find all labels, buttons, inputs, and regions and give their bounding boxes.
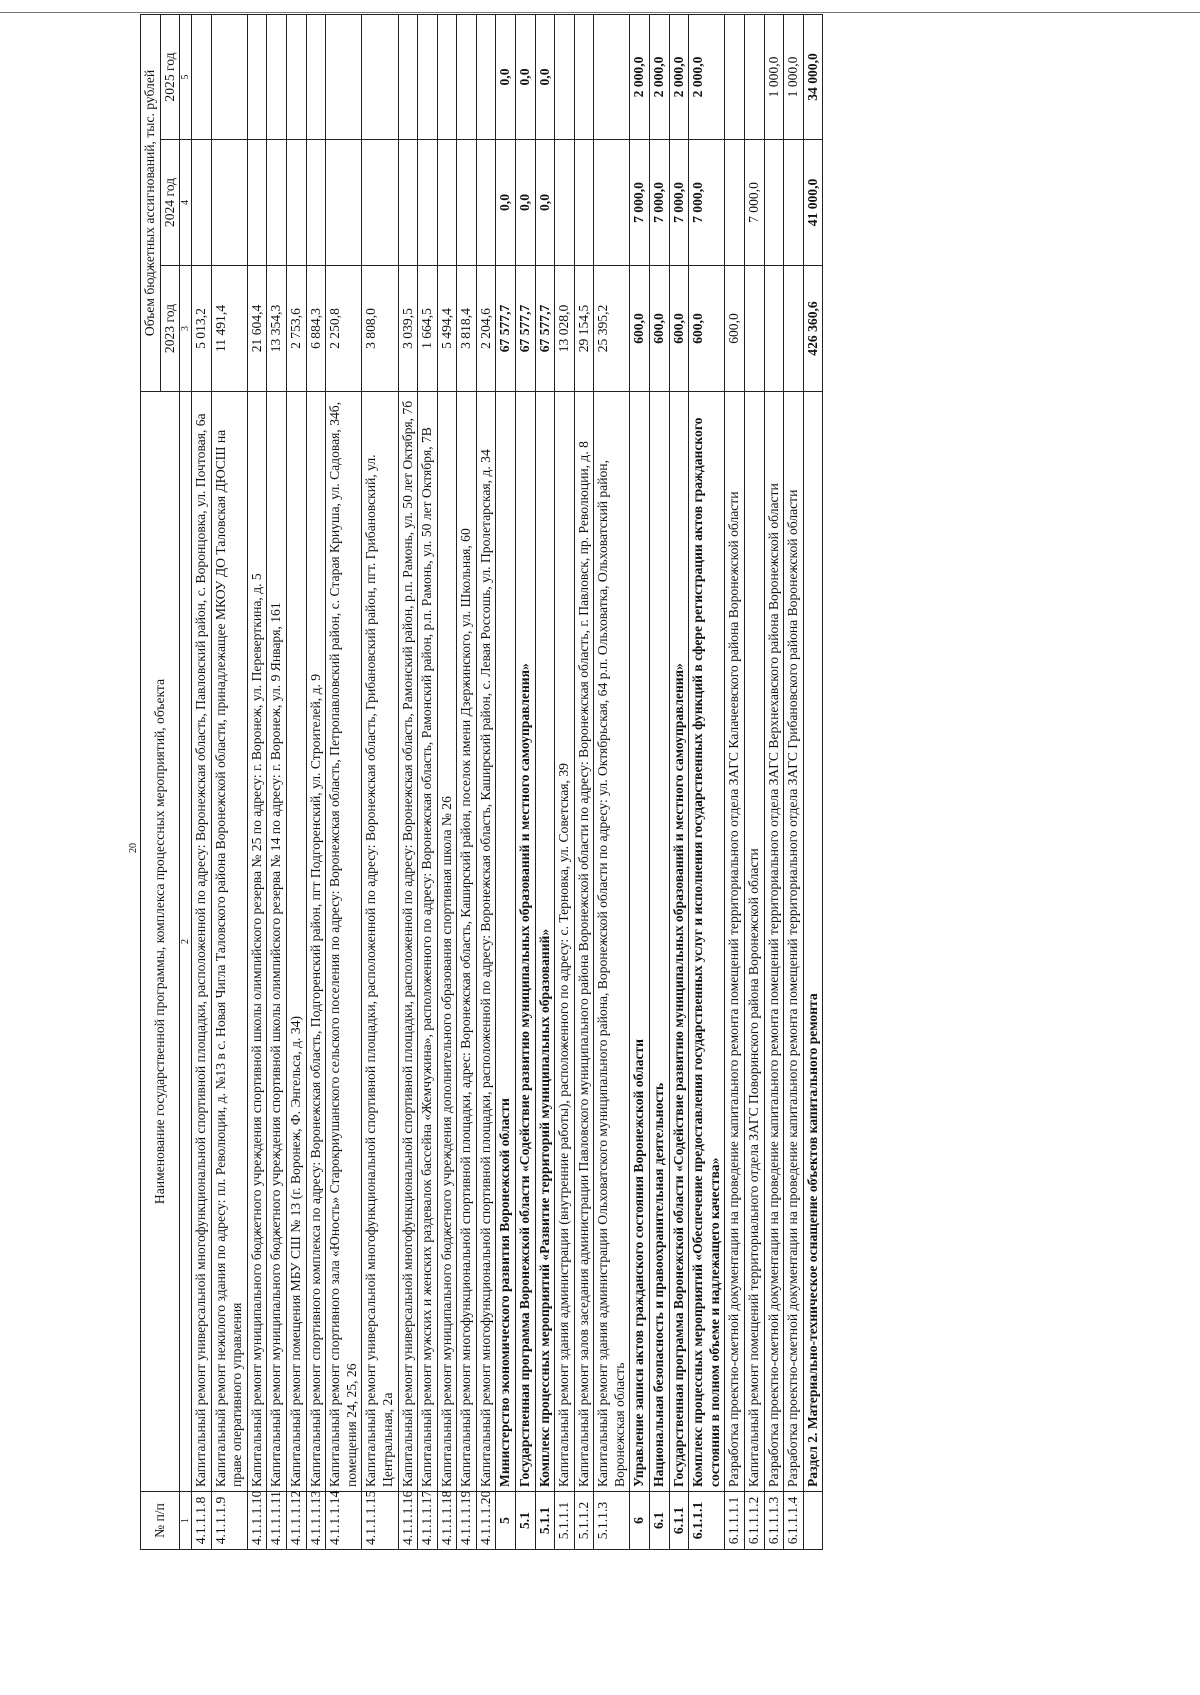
value-2023-cell: 600,0: [725, 266, 745, 392]
header-year-2023: 2023 год: [160, 266, 180, 392]
header-year-2025: 2025 год: [160, 14, 180, 139]
value-2024-cell: [192, 140, 212, 266]
row-name-cell: Разработка проектно-сметной документации на проведение капитального ремонта помещений территориального отдела ЗАГС Верхнехавского района Воронежской области: [764, 392, 784, 1492]
value-2025-cell: [306, 14, 326, 139]
header-year-2024: 2024 год: [160, 140, 180, 266]
value-2023-cell: 67 577,7: [535, 266, 555, 392]
value-2023-cell: 6 884,3: [306, 266, 326, 392]
value-2023-cell: [784, 266, 804, 392]
value-2024-cell: [555, 140, 575, 266]
value-2025-cell: [362, 14, 398, 139]
table-row: [744, 14, 764, 1549]
table-row: [192, 14, 212, 1549]
table-row: [437, 14, 457, 1549]
row-number-cell: 6.1.1.1.3: [764, 1492, 784, 1550]
row-name-cell: Национальная безопасность и правоохранительная деятельность: [650, 392, 670, 1492]
value-2024-cell: 0,0: [535, 140, 555, 266]
table-row: [362, 14, 398, 1549]
row-name-cell: Капитальный ремонт универсальной многофункциональной спортивной площадки, расположенной по адресу: Воронежская область, Павловский район, с. Воронцовка, ул. Почтовая, 6а: [192, 392, 212, 1492]
value-2025-cell: [744, 14, 764, 139]
value-2024-cell: [398, 140, 418, 266]
value-2023-cell: 2 250,8: [326, 266, 362, 392]
table-row: [476, 14, 496, 1549]
value-2024-cell: 7 000,0: [669, 140, 689, 266]
row-number-cell: 5.1.1.1: [555, 1492, 575, 1550]
value-2025-cell: [457, 14, 477, 139]
table-row: [650, 14, 670, 1549]
value-2023-cell: 2 204,6: [476, 266, 496, 392]
row-number-cell: 6.1.1.1.2: [744, 1492, 764, 1550]
row-number-cell: 6: [630, 1492, 650, 1550]
row-name-cell: Капитальный ремонт спортивного зала «Юность» Старокриушанского сельского поселения по адресу: Воронежская область, Петропавловский район, с. Старая Криуша, ул. Садовая, 34б, помещения 24, 25, 26: [326, 392, 362, 1492]
value-2023-cell: 67 577,7: [515, 266, 535, 392]
value-2023-cell: 25 395,2: [594, 266, 630, 392]
value-2025-cell: [418, 14, 438, 139]
row-number-cell: 4.1.1.1.8: [192, 1492, 212, 1550]
row-name-cell: Комплекс процессных мероприятий «Обеспечение предоставления государственных услуг и исполнения государственных функций в сфере регистрации актов гражданского состояния в полном объеме и надлежащего качества»: [689, 392, 725, 1492]
value-2024-cell: [457, 140, 477, 266]
row-number-cell: 6.1.1: [669, 1492, 689, 1550]
row-name-cell: Капитальный ремонт спортивного комплекса по адресу: Воронежская область, Подгоренский район, пгт Подгоренский, ул. Строителей, д. 9: [306, 392, 326, 1492]
value-2024-cell: [437, 140, 457, 266]
table-row: [496, 14, 516, 1549]
value-2025-cell: [247, 14, 267, 139]
value-2025-cell: [476, 14, 496, 139]
row-name-cell: Государственная программа Воронежской области «Содействие развитию муниципальных образований и местного самоуправления»: [669, 392, 689, 1492]
value-2025-cell: [555, 14, 575, 139]
row-number-cell: 6.1: [650, 1492, 670, 1550]
row-number-cell: 4.1.1.1.13: [306, 1492, 326, 1550]
value-2023-cell: 3 818,4: [457, 266, 477, 392]
value-2023-cell: 5 494,4: [437, 266, 457, 392]
row-number-cell: 4.1.1.1.20: [476, 1492, 496, 1550]
row-number-cell: 4.1.1.1.18: [437, 1492, 457, 1550]
row-name-cell: Государственная программа Воронежской области «Содействие развитию муниципальных образований и местного самоуправления»: [515, 392, 535, 1492]
table-row: [689, 14, 725, 1549]
value-2023-cell: 600,0: [669, 266, 689, 392]
table-row: [267, 14, 287, 1549]
value-2025-cell: 1 000,0: [764, 14, 784, 139]
row-number-cell: 4.1.1.1.10: [247, 1492, 267, 1550]
row-number-cell: 5: [496, 1492, 516, 1550]
value-2025-cell: 1 000,0: [784, 14, 804, 139]
row-number-cell: 4.1.1.1.9: [211, 1492, 247, 1550]
value-2024-cell: [476, 140, 496, 266]
value-2023-cell: 600,0: [689, 266, 725, 392]
value-2025-cell: [594, 14, 630, 139]
row-number-cell: 4.1.1.1.16: [398, 1492, 418, 1550]
value-2025-cell: [725, 14, 745, 139]
value-2025-cell: 0,0: [515, 14, 535, 139]
row-name-cell: Капитальный ремонт универсальной многофункциональной спортивной площадки, расположенной по адресу: Воронежская область, Грибановский район, пгт. Грибановский, ул. Центральная, 2а: [362, 392, 398, 1492]
value-2025-cell: [267, 14, 287, 139]
value-2023-cell: [744, 266, 764, 392]
value-2025-cell: [211, 14, 247, 139]
row-number-cell: 5.1.1.2: [574, 1492, 594, 1550]
value-2024-cell: [784, 140, 804, 266]
value-2023-cell: 1 664,5: [418, 266, 438, 392]
table-row: [398, 14, 418, 1549]
page-number: 20: [128, 843, 139, 853]
row-name-cell: Капитальный ремонт многофункциональной спортивной площадки, адрес: Воронежская область, Каширский район, поселок имени Дзержинского, ул. Школьная, 60: [457, 392, 477, 1492]
value-2025-cell: [287, 14, 307, 139]
header-name: Наименование государственной программы, комплекса процессных мероприятий, объекта: [141, 392, 180, 1492]
table-row: [784, 14, 804, 1549]
row-number-cell: 4.1.1.1.11: [267, 1492, 287, 1550]
value-2024-cell: 7 000,0: [744, 140, 764, 266]
table-row: [457, 14, 477, 1549]
value-2025-cell: [398, 14, 418, 139]
value-2023-cell: 21 604,4: [247, 266, 267, 392]
table-row: [594, 14, 630, 1549]
value-2024-cell: [725, 140, 745, 266]
row-name-cell: Капитальный ремонт нежилого здания по адресу: пл. Революции, д. №13 в с. Новая Чигла Таловского района Воронежской области, принадлежащее МКОУ ДО Таловская ДЮСШ на праве оперативного управления: [211, 392, 247, 1492]
value-2024-cell: 7 000,0: [630, 140, 650, 266]
value-2025-cell: 2 000,0: [630, 14, 650, 139]
value-2025-cell: 2 000,0: [669, 14, 689, 139]
value-2024-cell: [211, 140, 247, 266]
row-number-cell: 4.1.1.1.15: [362, 1492, 398, 1550]
value-2023-cell: 13 354,3: [267, 266, 287, 392]
row-number-cell: 6.1.1.1.1: [725, 1492, 745, 1550]
budget-table: [140, 14, 823, 1550]
table-row: [630, 14, 650, 1549]
column-number-4: 4: [180, 140, 192, 266]
column-number-5: 5: [180, 14, 192, 139]
value-2023-cell: 3 039,5: [398, 266, 418, 392]
row-number-cell: 4.1.1.1.19: [457, 1492, 477, 1550]
row-name-cell: Разработка проектно-сметной документации на проведение капитального ремонта помещений территориального отдела ЗАГС Грибановского района Воронежской области: [784, 392, 804, 1492]
row-name-cell: Управление записи актов гражданского состояния Воронежской области: [630, 392, 650, 1492]
table-row: [803, 14, 823, 1549]
table-row: [287, 14, 307, 1549]
budget-table-wrapper: [140, 15, 823, 1550]
table-row: [247, 14, 267, 1549]
value-2024-cell: [306, 140, 326, 266]
header-budget-volume: Объем бюджетных ассигнований, тыс. рублей: [141, 14, 161, 391]
column-number-3: 3: [180, 266, 192, 392]
table-row: [515, 14, 535, 1549]
row-name-cell: Капитальный ремонт муниципального бюджетного учреждения спортивной школы олимпийского резерва № 14 по адресу: г. Воронеж, ул. 9 Января, 161: [267, 392, 287, 1492]
row-name-cell: Капитальный ремонт помещения МБУ СШ № 13 (г. Воронеж, Ф. Энгельса, д. 34): [287, 392, 307, 1492]
row-number-cell: 6.1.1.1: [689, 1492, 725, 1550]
value-2023-cell: 29 154,5: [574, 266, 594, 392]
row-name-cell: Капитальный ремонт здания администрации (внутренние работы), расположенного по адресу: с. Терновка, ул. Советская, 39: [555, 392, 575, 1492]
row-number-cell: 4.1.1.1.14: [326, 1492, 362, 1550]
value-2024-cell: [574, 140, 594, 266]
value-2023-cell: 426 360,6: [803, 266, 823, 392]
row-number-cell: 4.1.1.1.17: [418, 1492, 438, 1550]
value-2025-cell: 2 000,0: [689, 14, 725, 139]
value-2023-cell: 600,0: [650, 266, 670, 392]
value-2023-cell: 13 028,0: [555, 266, 575, 392]
table-body: [192, 14, 823, 1549]
value-2025-cell: 0,0: [535, 14, 555, 139]
value-2024-cell: 7 000,0: [650, 140, 670, 266]
table-row: [535, 14, 555, 1549]
value-2024-cell: 0,0: [515, 140, 535, 266]
row-name-cell: Министерство экономического развития Воронежской области: [496, 392, 516, 1492]
table-row: [669, 14, 689, 1549]
value-2025-cell: 0,0: [496, 14, 516, 139]
row-number-cell: [803, 1492, 823, 1550]
value-2023-cell: 67 577,7: [496, 266, 516, 392]
value-2025-cell: [192, 14, 212, 139]
row-name-cell: Капитальный ремонт муниципального бюджетного учреждения дополнительного образования спортивная школа № 26: [437, 392, 457, 1492]
row-name-cell: Капитальный ремонт универсальной многофункциональной спортивной площадки, расположенной по адресу: Воронежская область, Рамонский район, р.п. Рамонь, ул. 50 лет Октября, 7б: [398, 392, 418, 1492]
row-name-cell: Капитальный ремонт залов заседания администрации Павловского муниципального района Воронежской области по адресу: Воронежская область, г. Павловск, пр. Революции, д. 8: [574, 392, 594, 1492]
value-2024-cell: [326, 140, 362, 266]
table-row: [725, 14, 745, 1549]
value-2023-cell: [764, 266, 784, 392]
column-number-1: 1: [180, 1492, 192, 1550]
table-row: [211, 14, 247, 1549]
value-2023-cell: 11 491,4: [211, 266, 247, 392]
value-2024-cell: 7 000,0: [689, 140, 725, 266]
row-number-cell: 6.1.1.1.4: [784, 1492, 804, 1550]
value-2024-cell: [764, 140, 784, 266]
value-2024-cell: 0,0: [496, 140, 516, 266]
row-name-cell: Капитальный ремонт многофункциональной спортивной площадки, расположенной по адресу: Воронежская область, Каширский район, с. Левая Россошь, ул. Пролетарская, д. 34: [476, 392, 496, 1492]
value-2024-cell: [267, 140, 287, 266]
value-2024-cell: [418, 140, 438, 266]
value-2023-cell: 2 753,6: [287, 266, 307, 392]
value-2025-cell: 2 000,0: [650, 14, 670, 139]
value-2024-cell: 41 000,0: [803, 140, 823, 266]
value-2023-cell: 3 808,0: [362, 266, 398, 392]
value-2025-cell: [574, 14, 594, 139]
value-2025-cell: 34 000,0: [803, 14, 823, 139]
row-number-cell: 5.1: [515, 1492, 535, 1550]
value-2025-cell: [326, 14, 362, 139]
row-name-cell: Капитальный ремонт муниципального бюджетного учреждения спортивной школы олимпийского резерва № 25 по адресу: г. Воронеж, ул. Переверткина, д. 5: [247, 392, 267, 1492]
row-name-cell: Разработка проектно-сметной документации на проведение капитального ремонта помещений территориального отдела ЗАГС Калачеевского района Воронежской области: [725, 392, 745, 1492]
row-number-cell: 5.1.1: [535, 1492, 555, 1550]
table-row: [418, 14, 438, 1549]
column-number-2: 2: [180, 392, 192, 1492]
scan-edge-line: [0, 12, 1200, 13]
table-row: [764, 14, 784, 1549]
row-name-cell: Капитальный ремонт здания администрации Ольховатского муниципального района, Воронежской области по адресу: ул. Октябрьская, 64 р.п. Ольховатка, Ольховатский район, Воронежская область: [594, 392, 630, 1492]
value-2024-cell: [287, 140, 307, 266]
header-number: № п/п: [141, 1492, 180, 1550]
row-name-cell: Комплекс процессных мероприятий «Развитие территорий муниципальных образований»: [535, 392, 555, 1492]
value-2024-cell: [247, 140, 267, 266]
table-row: [555, 14, 575, 1549]
table-row: [326, 14, 362, 1549]
value-2023-cell: 5 013,2: [192, 266, 212, 392]
row-number-cell: 5.1.1.3: [594, 1492, 630, 1550]
value-2023-cell: 600,0: [630, 266, 650, 392]
row-name-cell: Капитальный ремонт мужских и женских раздевалок бассейна «Жемчужина», расположенного по адресу: Воронежская область, Рамонский район, р.п. Рамонь, ул. 50 лет Октября, 7В: [418, 392, 438, 1492]
table-row: [574, 14, 594, 1549]
value-2024-cell: [594, 140, 630, 266]
table-row: [306, 14, 326, 1549]
value-2024-cell: [362, 140, 398, 266]
row-name-cell: Капитальный ремонт помещений территориального отдела ЗАГС Поворинского района Воронежской области: [744, 392, 764, 1492]
row-name-cell: Раздел 2. Материально-техническое оснащение объектов капитального ремонта: [803, 392, 823, 1492]
row-number-cell: 4.1.1.1.12: [287, 1492, 307, 1550]
value-2025-cell: [437, 14, 457, 139]
